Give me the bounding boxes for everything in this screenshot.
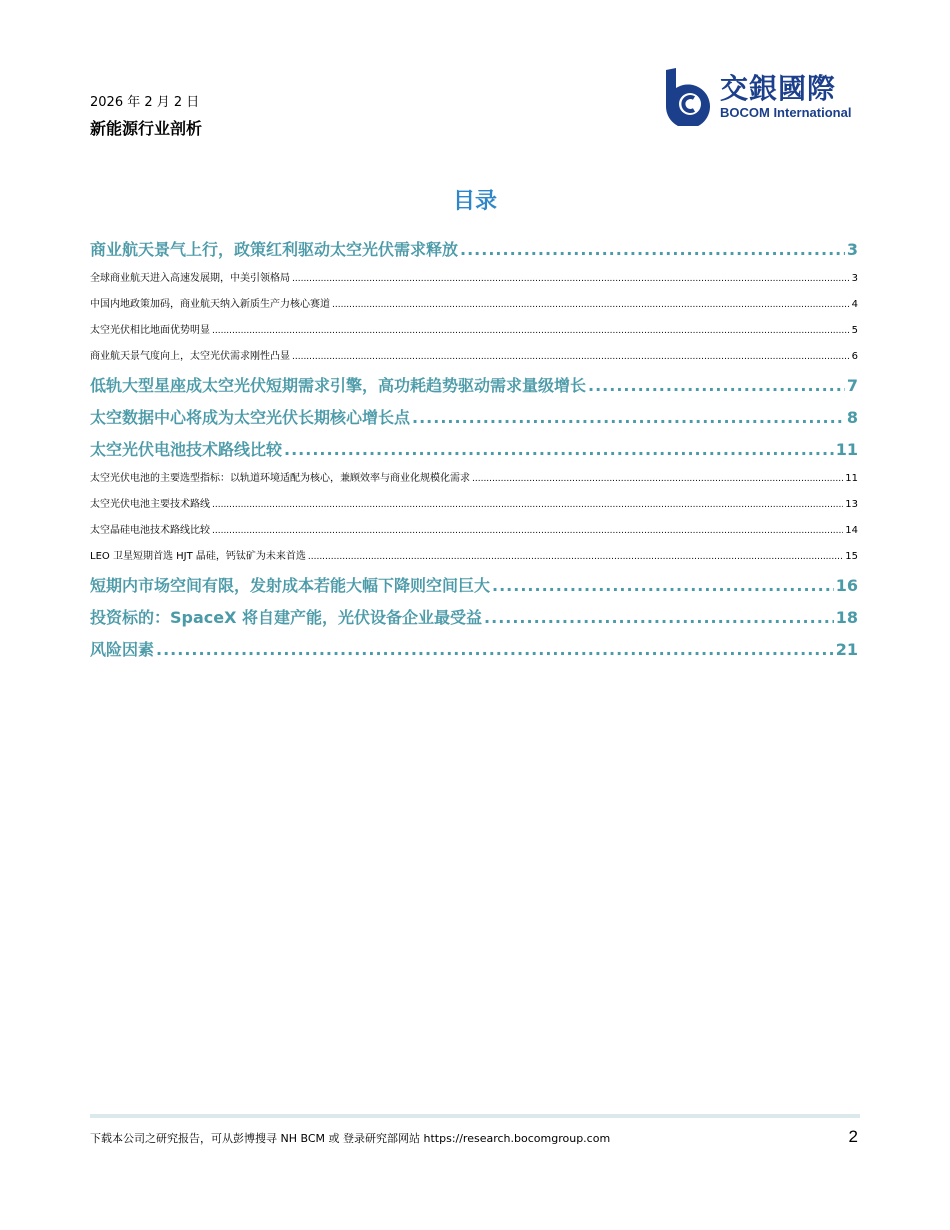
footer-text: 下载本公司之研究报告，可从彭博搜寻 NH BCM 或 登录研究部网站 https://research.bocomgroup.com [90, 1132, 611, 1145]
toc-entry[interactable] [90, 320, 858, 346]
toc-entry-title: 低轨大型星座成太空光伏短期需求引擎，高功耗趋势驱动需求量级增长 [90, 376, 587, 395]
toc-entry-title: 太空光伏相比地面优势明显 [90, 325, 210, 336]
toc-entry[interactable] [90, 436, 858, 468]
report-sector: 新能源行业剖析 [90, 119, 203, 138]
toc-entry[interactable] [90, 236, 858, 268]
dot-leader [308, 546, 843, 568]
report-date: 2026 年 2 月 2 日 [90, 95, 200, 110]
toc-entry-page: 5 [851, 325, 858, 336]
toc-entry-page: 3 [851, 273, 858, 284]
toc-entry-title: 太空数据中心将成为太空光伏长期核心增长点 [90, 408, 411, 427]
dot-leader [292, 346, 850, 368]
dot-leader [292, 268, 850, 290]
toc-entry-page: 7 [846, 376, 858, 395]
toc-entry-title: LEO 卫星短期首选 HJT 晶硅，钙钛矿为未来首选 [90, 551, 306, 562]
toc-entry-title: 中国内地政策加码，商业航天纳入新质生产力核心赛道 [90, 299, 330, 310]
bocom-logo-icon [664, 68, 714, 126]
dot-leader [492, 572, 834, 600]
toc-entry-title: 太空光伏电池主要技术路线 [90, 499, 210, 510]
dot-leader [332, 294, 850, 316]
toc-entry[interactable] [90, 294, 858, 320]
page-number: 2 [848, 1127, 858, 1146]
table-of-contents [90, 236, 858, 668]
toc-entry[interactable] [90, 604, 858, 636]
dot-leader [156, 636, 834, 664]
toc-entry-title: 商业航天景气上行，政策红利驱动太空光伏需求释放 [90, 240, 459, 259]
dot-leader [588, 372, 845, 400]
dot-leader [212, 320, 850, 342]
footer-divider [90, 1114, 860, 1118]
toc-entry-page: 15 [845, 551, 858, 562]
dot-leader [284, 436, 834, 464]
logo-cn: 交銀國際 [720, 72, 837, 105]
toc-entry[interactable] [90, 572, 858, 604]
toc-title: 目录 [452, 189, 497, 214]
toc-entry-title: 风险因素 [90, 640, 155, 659]
toc-entry[interactable] [90, 494, 858, 520]
toc-entry-page: 6 [851, 351, 858, 362]
toc-entry[interactable] [90, 372, 858, 404]
toc-entry-title: 投资标的：SpaceX 将自建产能，光伏设备企业最受益 [90, 608, 483, 627]
toc-entry-page: 16 [835, 576, 858, 595]
toc-entry-title: 短期内市场空间有限，发射成本若能大幅下降则空间巨大 [90, 576, 491, 595]
toc-entry-page: 11 [835, 440, 858, 459]
bocom-logo [664, 68, 851, 126]
toc-entry[interactable] [90, 520, 858, 546]
logo-en: BOCOM International [720, 105, 852, 120]
toc-entry-title: 全球商业航天进入高速发展期，中美引领格局 [90, 273, 290, 284]
toc-entry-page: 4 [851, 299, 858, 310]
toc-entry-title: 太空光伏电池的主要选型指标：以轨道环境适配为核心，兼顾效率与商业化规模化需求 [90, 473, 470, 484]
toc-entry-page: 3 [846, 240, 858, 259]
dot-leader [460, 236, 845, 264]
dot-leader [472, 468, 843, 490]
toc-entry[interactable] [90, 346, 858, 372]
toc-entry-title: 商业航天景气度向上，太空光伏需求刚性凸显 [90, 351, 290, 362]
toc-entry-page: 21 [835, 640, 858, 659]
toc-entry[interactable] [90, 268, 858, 294]
toc-entry[interactable] [90, 636, 858, 668]
toc-entry[interactable] [90, 546, 858, 572]
toc-entry-page: 18 [835, 608, 858, 627]
toc-entry-title: 太空晶硅电池技术路线比较 [90, 525, 210, 536]
toc-entry-page: 11 [845, 473, 858, 484]
toc-entry-page: 13 [845, 499, 858, 510]
dot-leader [212, 520, 843, 542]
toc-entry[interactable] [90, 404, 858, 436]
dot-leader [212, 494, 843, 516]
toc-entry-page: 14 [845, 525, 858, 536]
dot-leader [412, 404, 845, 432]
dot-leader [484, 604, 834, 632]
toc-entry-title: 太空光伏电池技术路线比较 [90, 440, 283, 459]
toc-entry[interactable] [90, 468, 858, 494]
toc-entry-page: 8 [846, 408, 858, 427]
